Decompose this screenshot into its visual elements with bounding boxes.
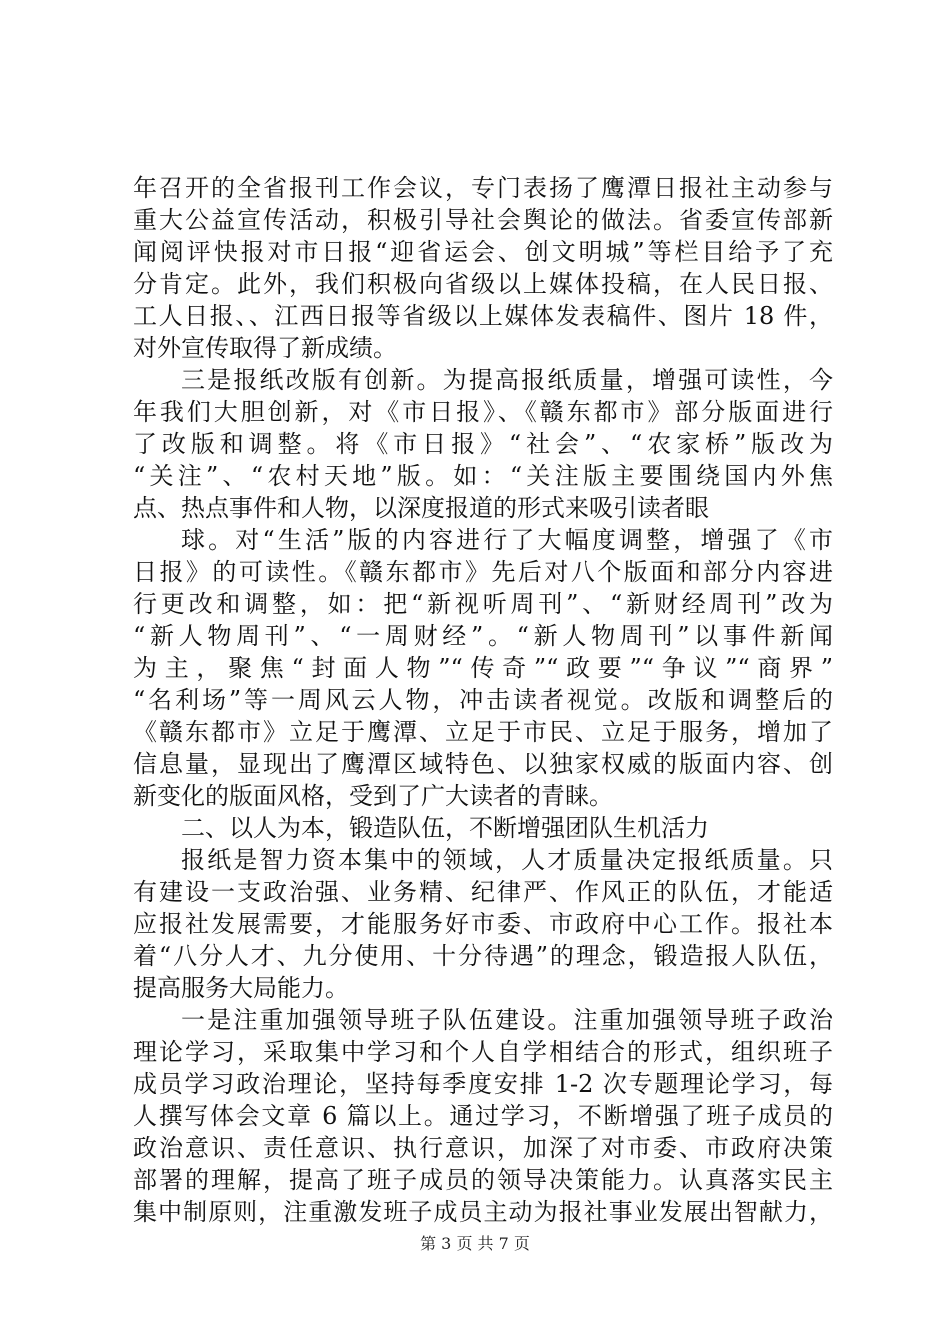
text-line: 理论学习，采取集中学习和个人自学相结合的形式，组织班子 [133,1038,833,1066]
text-line: 年召开的全省报刊工作会议，专门表扬了鹰潭日报社主动参与 [133,174,833,202]
text-line: 重大公益宣传活动，积极引导社会舆论的做法。省委宣传部新 [133,206,833,234]
text-line: 应报社发展需要，才能服务好市委、市政府中心工作。报社本 [133,910,833,938]
text-line: 球。对“生活”版的内容进行了大幅度调整，增强了《市 [181,526,833,554]
document-body [133,172,833,1228]
text-line: 成员学习政治理论，坚持每季度安排 1-2 次专题理论学习，每 [133,1070,833,1098]
text-line: 了改版和调整。将《市日报》“社会”、“农家桥”版改为 [133,430,833,458]
text-line: 三是报纸改版有创新。为提高报纸质量，增强可读性，今 [181,366,833,394]
text-line: 二、以人为本，锻造队伍，不断增强团队生机活力 [181,814,709,842]
text-line: 工人日报、、江西日报等省级以上媒体发表稿件、图片 18 件， [133,302,833,330]
text-line: “新人物周刊”、“一周财经”。“新人物周刊”以事件新闻 [133,622,833,650]
text-line: 对外宣传取得了新成绩。 [133,334,397,362]
text-line: 政治意识、责任意识、执行意识，加深了对市委、市政府决策 [133,1134,833,1162]
text-line: 分肯定。此外，我们积极向省级以上媒体投稿，在人民日报、 [133,270,833,298]
text-line: “关注”、“农村天地”版。如：“关注版主要围绕国内外焦 [133,462,833,490]
text-line: 报纸是智力资本集中的领域，人才质量决定报纸质量。只 [181,846,833,874]
text-line: 为主，聚焦“封面人物”“传奇”“政要”“争议”“商界” [133,654,833,682]
text-line: 有建设一支政治强、业务精、纪律严、作风正的队伍，才能适 [133,878,833,906]
text-line: 行更改和调整，如：把“新视听周刊”、“新财经周刊”改为 [133,590,833,618]
text-line: 年我们大胆创新，对《市日报》、《赣东都市》部分版面进行 [133,398,833,426]
text-line: 点、热点事件和人物，以深度报道的形式来吸引读者眼 [133,494,709,522]
page-footer: 第 3 页 共 7 页 [420,1234,530,1253]
text-line: “名利场”等一周风云人物，冲击读者视觉。改版和调整后的 [133,686,833,714]
text-line: 日报》的可读性。《赣东都市》先后对八个版面和部分内容进 [133,558,833,586]
text-line: 一是注重加强领导班子队伍建设。注重加强领导班子政治 [181,1006,833,1034]
text-line: 闻阅评快报对市日报“迎省运会、创文明城”等栏目给予了充 [133,238,833,266]
text-line: 部署的理解，提高了班子成员的领导决策能力。认真落实民主 [133,1166,833,1194]
text-line: 集中制原则，注重激发班子成员主动为报社事业发展出智献力， [133,1198,833,1226]
text-line: 《赣东都市》立足于鹰潭、立足于市民、立足于服务，增加了 [133,718,833,746]
text-line: 信息量，显现出了鹰潭区域特色、以独家权威的版面内容、创 [133,750,833,778]
text-line: 提高服务大局能力。 [133,974,349,1002]
text-line: 新变化的版面风格，受到了广大读者的青睐。 [133,782,613,810]
text-line: 人撰写体会文章 6 篇以上。通过学习，不断增强了班子成员的 [133,1102,833,1130]
text-line: 着“八分人才、九分使用、十分待遇”的理念，锻造报人队伍， [133,942,833,970]
